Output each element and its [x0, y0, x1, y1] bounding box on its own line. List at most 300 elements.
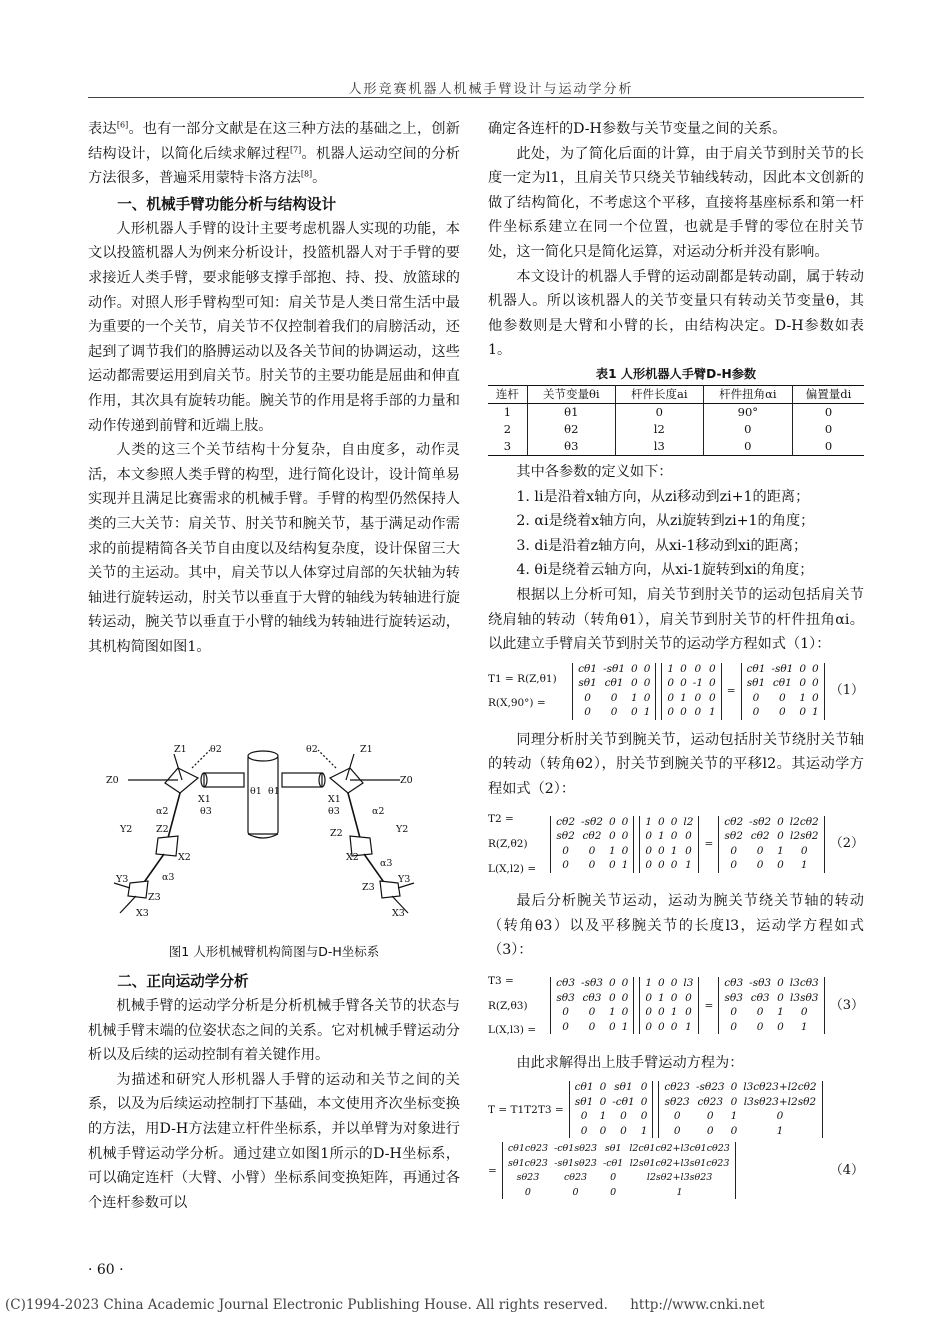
- fig-label-right-z2: Z2: [330, 828, 343, 839]
- matrix-cell: cθ23: [697, 1095, 724, 1108]
- parameter-definition-list: [488, 485, 864, 583]
- fig-label-left-x3: X3: [136, 908, 149, 919]
- matrix-cell: 1: [776, 1124, 784, 1137]
- matrix-cell: 1: [608, 844, 616, 857]
- matrix-cell: 0: [777, 977, 784, 990]
- matrix-cell: 0: [640, 1095, 648, 1108]
- equation-2-matrix-a: [550, 816, 634, 873]
- matrix-cell: 1: [709, 706, 716, 719]
- matrix-cell: l3cθ23+l2cθ2: [743, 1081, 817, 1094]
- matrix-cell: 0: [584, 691, 591, 704]
- matrix-cell: 0: [640, 1110, 648, 1123]
- equation-2-matrix-result: [718, 816, 824, 873]
- matrix-cell: cθ2: [582, 830, 602, 843]
- fig-label-left-alpha2: α2: [156, 806, 169, 817]
- matrix-cell: l3: [683, 977, 694, 990]
- matrix-cell: 0: [620, 1124, 627, 1137]
- matrix-cell: 0: [588, 1020, 596, 1033]
- matrix-cell: 0: [608, 815, 616, 828]
- left-theta2-axis: [192, 750, 210, 768]
- matrix-cell: 0: [608, 830, 616, 843]
- right-paragraph-5: 根据以上分析可知，肩关节到肘关节的运动包括肩关节绕肩轴的转动（转角θ1），肩关节到肘关节的杆件扭角αi。以此建立手臂肩关节到肘关节的运动学方程如式（1）：: [488, 586, 864, 653]
- matrix-cell: cθ2: [750, 830, 770, 843]
- matrix-cell: -sθ23: [695, 1081, 725, 1094]
- matrix-cell: l3sθ23+l2sθ2: [743, 1095, 817, 1108]
- matrix-cell: 1: [670, 844, 678, 857]
- matrix-cell: 0: [730, 1020, 738, 1033]
- matrix-cell: 0: [685, 991, 692, 1004]
- fig-label-left-z0: Z0: [106, 775, 119, 786]
- table-cell: l3: [615, 438, 703, 456]
- matrix-cell: 0: [730, 1124, 738, 1137]
- matrix-cell: cθ1: [772, 677, 792, 690]
- matrix-cell: sθ1: [614, 1081, 633, 1094]
- left-paragraph-1: 表达[6]。也有一部分文献是在这三种方法的基础之上，创新结构设计，以简化后续求解过程[7]。机器人运动空间的分析方法很多，普遍采用蒙特卡洛方法[8]。: [88, 120, 460, 187]
- matrix-cell: 0: [645, 844, 653, 857]
- fig-label-center-theta1-b: θ1: [268, 786, 280, 797]
- matrix-cell: 0: [588, 1006, 596, 1019]
- matrix-cell: 0: [631, 677, 638, 690]
- matrix-cell: 0: [777, 830, 784, 843]
- right-column: [488, 117, 864, 1199]
- equation-4-number: （4）: [829, 1162, 864, 1178]
- matrix-cell: cθ1: [746, 662, 766, 675]
- matrix-cell: 0: [610, 691, 618, 704]
- mechanism-svg: [100, 738, 440, 928]
- matrix-cell: -cθ1: [612, 1095, 635, 1108]
- matrix-cell: 0: [658, 1020, 665, 1033]
- matrix-cell: sθ1: [746, 677, 766, 690]
- matrix-cell: 0: [752, 691, 760, 704]
- matrix-cell: 0: [562, 844, 569, 857]
- matrix-cell: 1: [800, 859, 808, 872]
- right-paragraph-8: 由此求解得出上肢手臂运动方程为：: [516, 1054, 744, 1071]
- fig-label-right-alpha2: α2: [372, 806, 385, 817]
- matrix-cell: 0: [730, 1006, 738, 1019]
- equation-3-matrix-result: [718, 977, 824, 1034]
- fig-label-right-y2: Y2: [396, 824, 409, 835]
- matrix-cell: -1: [692, 677, 703, 690]
- equation-4-part-2: = cθ1cθ23 -cθ1sθ23 sθ1 l2cθ1cθ2+l3cθ1cθ23 sθ1cθ23 -sθ1sθ23 -cθ1 l2sθ1cθ2+l3sθ1cθ23 sθ23 cθ23 0 l2sθ2+l3sθ23 0 0 0 1 （4）: [488, 1143, 864, 1198]
- definition-item: 3. di是沿着z轴方向，从xi-1移动到xi的距离；: [516, 537, 808, 554]
- matrix-cell: 0: [799, 677, 807, 690]
- matrix-cell: l3sθ3: [790, 991, 819, 1004]
- matrix-cell: 0: [670, 977, 678, 990]
- matrix-cell: 0: [752, 706, 760, 719]
- fig-label-right-z1: Z1: [360, 744, 373, 755]
- matrix-cell: l2: [683, 815, 694, 828]
- table-cell: θ1: [527, 403, 615, 421]
- matrix-cell: 0: [645, 991, 653, 1004]
- definition-item: 4. θi是绕着云轴方向，从xi-1旋转到xi的角度；: [516, 562, 814, 579]
- table-header-cell: 杆件扭角αi: [703, 385, 792, 403]
- matrix-cell: 0: [643, 677, 651, 690]
- matrix-cell: 0: [706, 1124, 714, 1137]
- right-paragraph-3: 本文设计的机器人手臂的运动副都是转动副，属于转动机器人。所以该机器人的关节变量只有转动关节变量θ，其他参数则是大臂和小臂的长，由结构决定。D-H参数如表1。: [488, 268, 864, 359]
- matrix-cell: 0: [730, 859, 738, 872]
- matrix-cell: 0: [608, 859, 616, 872]
- matrix-cell: 1: [800, 1020, 808, 1033]
- table-cell: 0: [792, 438, 864, 456]
- matrix-cell: 0: [799, 706, 807, 719]
- matrix-cell: cθ1: [574, 1081, 594, 1094]
- matrix-cell: 1: [643, 706, 651, 719]
- matrix-cell: cθ3: [750, 991, 770, 1004]
- matrix-cell: 0: [645, 859, 653, 872]
- matrix-cell: sθ1: [574, 1095, 594, 1108]
- matrix-cell: l3cθ3: [789, 977, 819, 990]
- header-rule: [88, 97, 864, 98]
- fig-label-right-z0: Z0: [400, 775, 413, 786]
- matrix-cell: sθ23: [664, 1095, 690, 1108]
- table-cell: θ2: [527, 421, 615, 438]
- left-paragraph-4: 机械手臂的运动学分析是分析机械手臂各关节的状态与机械手臂末端的位姿状态之间的关系。它对机械手臂运动分析以及后续的运动控制有着关键作用。: [88, 998, 460, 1064]
- section-heading-1: 一、机械手臂功能分析与结构设计: [117, 195, 337, 213]
- equation-3-lhs: T3 = R(Z,θ3) L(X,l3) =: [488, 975, 537, 1037]
- matrix-cell: 0: [588, 859, 596, 872]
- figure-1-mechanism-diagram: [100, 738, 440, 928]
- matrix-cell: 0: [800, 844, 808, 857]
- table-cell: 90°: [703, 403, 792, 421]
- matrix-cell: 0: [524, 1186, 531, 1198]
- matrix-cell: 0: [621, 830, 629, 843]
- table-header-cell: 连杆: [495, 386, 519, 401]
- fig-label-center-theta1-a: θ1: [250, 786, 262, 797]
- matrix-cell: 0: [658, 844, 665, 857]
- matrix-cell: 0: [709, 662, 716, 675]
- matrix-cell: 0: [694, 662, 702, 675]
- matrix-cell: 0: [621, 991, 629, 1004]
- matrix-cell: l2sθ2+l3sθ23: [646, 1172, 713, 1184]
- matrix-cell: 0: [610, 1172, 617, 1184]
- matrix-cell: 0: [621, 844, 629, 857]
- matrix-cell: 0: [572, 1186, 579, 1198]
- matrix-cell: 0: [812, 677, 819, 690]
- equation-4-matrix-a: [569, 1081, 654, 1138]
- matrix-cell: 0: [670, 815, 678, 828]
- equation-2-lhs: T2 = R(Z,θ2) L(X,l2) =: [488, 813, 537, 875]
- matrix-cell: 0: [756, 859, 764, 872]
- matrix-cell: 1: [608, 1006, 616, 1019]
- definition-item: 1. li是沿着x轴方向，从zi移动到zi+1的距离；: [516, 488, 810, 505]
- matrix-cell: 0: [621, 1006, 629, 1019]
- right-shoulder-link: [282, 773, 322, 787]
- matrix-cell: cθ2: [556, 815, 576, 828]
- table-1-caption: 表1 人形机器人手臂D-H参数: [595, 366, 757, 381]
- matrix-cell: -sθ2: [581, 815, 603, 828]
- left-paragraph-3: 人类的这三个关节结构十分复杂，自由度多，动作灵活，本文参照人类手臂的构型，进行简化设计，设计简单易实现并且满足比赛需求的机械手臂。手臂的构型仍然保持人类的三大关节：肩关节、肘关节和腕关节，基于满足动作需求的前提精简各关节自由度以及结构复杂度，设计保留三大关节的主运动。其中，肩关节以人体穿过肩部的矢状轴为转轴进行旋转运动，肘关节以垂直于大臂的轴线为转轴进行旋转运动，腕关节以垂直于小臂的轴线为转轴进行旋转运动，其机构简图如图1。: [88, 442, 460, 655]
- matrix-cell: 0: [685, 830, 692, 843]
- matrix-cell: 0: [777, 1020, 784, 1033]
- matrix-cell: 0: [756, 1020, 764, 1033]
- matrix-cell: cθ3: [724, 977, 744, 990]
- fig-label-right-theta2: θ2: [306, 744, 318, 755]
- matrix-cell: 0: [667, 691, 675, 704]
- matrix-cell: -sθ3: [581, 977, 603, 990]
- fig-label-right-y3: Y3: [398, 874, 411, 885]
- matrix-cell: 0: [658, 977, 665, 990]
- matrix-cell: 0: [562, 1006, 569, 1019]
- matrix-cell: 0: [776, 1110, 784, 1123]
- matrix-cell: 0: [610, 706, 618, 719]
- left-elbow-joint: [156, 836, 178, 856]
- table-row: [488, 403, 864, 421]
- fig-label-left-alpha3: α3: [162, 872, 175, 883]
- matrix-cell: 1: [730, 1110, 738, 1123]
- equation-3: T3 = R(Z,θ3) L(X,l3) = cθ3 -sθ3 0 0 sθ3 cθ3 0 0 0 0 1 0 0 0 0 1 1 0 0 l3 0 1 0 0 0 0 1 0 0 0 0 1 = cθ3 -sθ3 0 l3cθ3 sθ3 cθ3 0 l3sθ3 0 0 1 0 0 0 0 1 （3）: [488, 969, 864, 1043]
- matrix-cell: 0: [588, 844, 596, 857]
- equation-1-matrix-result: [741, 663, 825, 720]
- left-column-lower: [88, 968, 460, 1215]
- matrix-cell: 1: [599, 1110, 607, 1123]
- table-cell: 0: [615, 403, 703, 421]
- matrix-cell: cθ23: [664, 1081, 690, 1094]
- matrix-cell: 0: [631, 662, 638, 675]
- matrix-cell: 0: [800, 1006, 808, 1019]
- matrix-cell: 0: [643, 662, 651, 675]
- matrix-cell: 0: [706, 1110, 714, 1123]
- table-cell: 0: [703, 438, 792, 456]
- equation-2-matrix-b: [639, 816, 699, 873]
- page-number: · 60 ·: [88, 1262, 124, 1278]
- matrix-cell: -sθ3: [749, 977, 772, 990]
- matrix-cell: 0: [709, 677, 716, 690]
- matrix-cell: 1: [658, 991, 665, 1004]
- matrix-cell: 0: [599, 1124, 607, 1137]
- equation-1: T1 = R(Z,θ1) R(X,90°) = cθ1 -sθ1 0 0 sθ1 cθ1 0 0 0 0 1 0 0 0 0 1 1 0 0 0 0 0 -1 0 0 1 0 0 0 0 0 1 = cθ1 -sθ1 0 0 sθ1 cθ1 0 0 0 0 1 0 0 0 0 1 （1）: [488, 662, 864, 719]
- matrix-cell: 0: [562, 1020, 569, 1033]
- matrix-cell: 0: [658, 1006, 665, 1019]
- equation-4-matrix-result: [502, 1142, 736, 1199]
- footer: [5, 1297, 783, 1313]
- matrix-cell: 0: [680, 662, 687, 675]
- matrix-cell: 0: [673, 1110, 681, 1123]
- table-row: [488, 421, 864, 438]
- matrix-cell: sθ23: [516, 1172, 540, 1184]
- matrix-cell: 0: [621, 977, 629, 990]
- matrix-cell: 0: [730, 1081, 738, 1094]
- matrix-cell: 0: [799, 662, 807, 675]
- matrix-cell: 1: [777, 1006, 784, 1019]
- matrix-cell: 1: [685, 859, 692, 872]
- equation-2-number: （2）: [829, 836, 864, 852]
- fig-label-left-z3: Z3: [148, 892, 161, 903]
- matrix-cell: 0: [608, 977, 616, 990]
- matrix-cell: 1: [640, 1124, 648, 1137]
- matrix-cell: 0: [756, 1006, 764, 1019]
- running-header: 人形竞赛机器人机械手臂设计与运动学分析: [348, 82, 634, 97]
- matrix-cell: 0: [680, 706, 687, 719]
- matrix-cell: 0: [562, 859, 569, 872]
- matrix-cell: sθ3: [724, 991, 743, 1004]
- matrix-cell: 0: [599, 1095, 607, 1108]
- matrix-cell: 0: [584, 706, 591, 719]
- matrix-cell: 0: [777, 859, 784, 872]
- right-paragraph-6: 同理分析肘关节到腕关节，运动包括肘关节绕肘关节轴的转动（转角θ2），肘关节到腕关节的平移l2。其运动学方程如式（2）：: [488, 731, 864, 797]
- matrix-cell: cθ23: [563, 1172, 588, 1184]
- right-wrist-joint: [380, 881, 400, 898]
- matrix-cell: 1: [680, 691, 687, 704]
- table-cell: θ3: [527, 438, 615, 456]
- right-paragraph-7: 最后分析腕关节运动，运动为腕关节绕关节轴的转动（转角θ3）以及平移腕关节的长度l3，运动学方程如式（3）：: [488, 893, 864, 959]
- right-paragraph-1: 确定各连杆的D-H参数与关节变量之间的关系。: [488, 121, 787, 137]
- table-cell: 0: [792, 403, 864, 421]
- equation-1-matrix-a: [572, 663, 656, 720]
- matrix-cell: 0: [643, 691, 651, 704]
- matrix-cell: l2sθ1cθ2+l3sθ1cθ23: [629, 1157, 730, 1169]
- matrix-cell: 1: [621, 1020, 629, 1033]
- equation-1-number: （1）: [829, 682, 864, 698]
- matrix-cell: 0: [694, 691, 702, 704]
- matrix-cell: 1: [799, 691, 807, 704]
- matrix-cell: cθ3: [556, 977, 576, 990]
- matrix-cell: 1: [667, 662, 675, 675]
- fig-label-left-z2: Z2: [156, 824, 169, 835]
- table-cell: 0: [703, 421, 792, 438]
- matrix-cell: -sθ1sθ23: [554, 1157, 597, 1169]
- table-header-row: [488, 385, 864, 403]
- matrix-cell: -sθ1: [771, 662, 794, 675]
- left-column: [88, 117, 460, 659]
- matrix-cell: 0: [640, 1081, 648, 1094]
- matrix-cell: 1: [676, 1186, 683, 1198]
- matrix-cell: 0: [658, 859, 665, 872]
- table-header-cell: 杆件长度ai: [615, 385, 703, 403]
- table-row: [488, 438, 864, 456]
- matrix-cell: 0: [670, 1020, 678, 1033]
- matrix-cell: 0: [599, 1081, 607, 1094]
- matrix-cell: cθ1: [604, 677, 624, 690]
- table-header-cell: 偏置量di: [792, 385, 864, 403]
- figure-1-caption: 图1 人形机械臂机构简图与D-H坐标系: [168, 944, 380, 959]
- equation-1-lhs: T1 = R(Z,θ1) R(X,90°) =: [488, 672, 557, 710]
- equation-2: T2 = R(Z,θ2) L(X,l2) = cθ2 -sθ2 0 0 sθ2 cθ2 0 0 0 0 1 0 0 0 0 1 1 0 0 l2 0 1 0 0 0 0 1 0 0 0 0 1 = cθ2 -sθ2 0 l2cθ2 sθ2 cθ2 0 l2sθ2 0 0 1 0 0 0 0 1 （2）: [488, 807, 864, 881]
- matrix-cell: 1: [685, 1020, 692, 1033]
- base-cylinder-top: [248, 751, 278, 761]
- fig-label-left-theta2: θ2: [210, 744, 222, 755]
- right-paragraph-4: 其中各参数的定义如下：: [516, 463, 673, 480]
- fig-label-right-x2: X2: [346, 852, 359, 863]
- matrix-cell: 0: [777, 991, 784, 1004]
- matrix-cell: 0: [730, 844, 738, 857]
- footer-url: http://www.cnki.net: [630, 1297, 765, 1313]
- right-theta2-axis: [318, 750, 336, 768]
- matrix-cell: 0: [645, 1006, 653, 1019]
- matrix-cell: sθ2: [556, 830, 575, 843]
- matrix-cell: 0: [645, 1020, 653, 1033]
- matrix-cell: cθ2: [724, 815, 744, 828]
- matrix-cell: 0: [580, 1110, 588, 1123]
- fig-label-right-z3: Z3: [362, 882, 375, 893]
- right-paragraph-2: 此处，为了简化后面的计算，由于肩关节到肘关节的长度一定为l1，且肩关节只绕关节轴线转动，因此本文创新的做了结构简化，不考虑这个平移，直接将基座标系和第一杆件坐标系建立在同一个位置，也就是手臂的零位在肘关节处，这一简化只是简化运算，对运动分析并没有影响。: [488, 145, 864, 260]
- matrix-cell: -cθ1: [603, 1157, 624, 1169]
- fig-label-right-theta3: θ3: [328, 806, 340, 817]
- matrix-cell: 0: [631, 706, 638, 719]
- matrix-cell: l2cθ2: [789, 815, 819, 828]
- matrix-cell: 0: [673, 1124, 681, 1137]
- table-cell: 3: [503, 438, 512, 453]
- matrix-cell: 0: [670, 991, 678, 1004]
- matrix-cell: 1: [812, 706, 819, 719]
- footer-copyright: (C)1994-2023 China Academic Journal Electronic Publishing House. All rights reserved.: [5, 1297, 608, 1313]
- matrix-cell: 0: [610, 1186, 617, 1198]
- equation-3-number: （3）: [829, 997, 864, 1013]
- matrix-cell: 0: [580, 1124, 588, 1137]
- left-upper-arm: [168, 793, 180, 838]
- matrix-cell: l2sθ2: [790, 830, 819, 843]
- matrix-cell: 0: [621, 815, 629, 828]
- fig-label-left-theta3: θ3: [200, 806, 212, 817]
- fig-label-right-x1: X1: [328, 794, 341, 805]
- matrix-cell: 0: [667, 706, 675, 719]
- table-cell: l2: [615, 421, 703, 438]
- matrix-cell: sθ1cθ23: [508, 1157, 548, 1169]
- fig-label-right-alpha3: α3: [380, 858, 393, 869]
- matrix-cell: 0: [670, 859, 678, 872]
- table-header-cell: 关节变量θi: [527, 385, 615, 403]
- matrix-cell: -sθ1: [603, 662, 626, 675]
- fig-label-left-x2: X2: [178, 852, 191, 863]
- matrix-cell: 0: [658, 815, 665, 828]
- left-shoulder-link: [204, 773, 244, 787]
- dh-parameter-table: [488, 385, 864, 456]
- matrix-cell: cθ1cθ23: [507, 1143, 549, 1155]
- matrix-cell: cθ3: [582, 991, 602, 1004]
- fig-label-left-z1: Z1: [174, 744, 187, 755]
- left-paragraph-2: 人形机器人手臂的设计主要考虑机器人实现的功能，本文以投篮机器人为例来分析设计，投篮机器人对于手臂的要求接近人类手臂，要求能够支撑手部抱、持、投、放篮球的动作。对照人形手臂构型可知：肩关节是人类日常生活中最为重要的一个关节，肩关节不仅控制着我们的肩膀活动，还起到了调节我们的胳膊运动以及各关节间的协调运动，这些运动都需要运用到肩关节。肘关节的主要功能是屈曲和伸直作用，其次具有旋转功能。腕关节的作用是将手部的力量和动作传递到前臂和近端上肢。: [88, 220, 460, 434]
- matrix-cell: 0: [779, 691, 786, 704]
- fig-label-left-y3: Y3: [116, 874, 129, 885]
- fig-label-left-x1: X1: [198, 794, 211, 805]
- matrix-cell: 0: [730, 1095, 738, 1108]
- matrix-cell: 0: [694, 706, 702, 719]
- matrix-cell: 1: [670, 1006, 678, 1019]
- matrix-cell: -cθ1sθ23: [554, 1143, 598, 1155]
- equation-4-lhs: T = T1T2T3 =: [488, 1103, 564, 1116]
- right-upper-arm: [348, 793, 360, 838]
- definition-item: 2. αi是绕着x轴方向，从zi旋转到zi+1的角度；: [516, 513, 815, 530]
- matrix-cell: 0: [777, 815, 784, 828]
- matrix-cell: 0: [620, 1110, 627, 1123]
- matrix-cell: 1: [645, 977, 653, 990]
- matrix-cell: sθ1: [578, 677, 597, 690]
- section-heading-2: 二、正向运动学分析: [117, 973, 249, 990]
- matrix-cell: -sθ2: [749, 815, 772, 828]
- table-cell: 1: [503, 404, 512, 419]
- matrix-cell: 0: [685, 844, 692, 857]
- matrix-cell: sθ3: [556, 991, 575, 1004]
- equation-4-matrix-b: [658, 1081, 822, 1138]
- matrix-cell: 0: [756, 844, 764, 857]
- equation-3-matrix-b: [639, 977, 699, 1034]
- left-x3-axis: [120, 896, 136, 913]
- matrix-cell: 1: [777, 844, 784, 857]
- matrix-cell: 0: [779, 706, 786, 719]
- left-wrist-joint: [128, 881, 148, 898]
- matrix-cell: 0: [608, 991, 616, 1004]
- fig-label-left-y2: Y2: [120, 824, 133, 835]
- matrix-cell: 0: [645, 830, 653, 843]
- matrix-cell: sθ2: [724, 830, 743, 843]
- matrix-cell: 0: [685, 1006, 692, 1019]
- matrix-cell: 1: [658, 830, 665, 843]
- left-paragraph-5: 为描述和研究人形机器人手臂的运动和关节之间的关系，以及为后续运动控制打下基础，本文使用齐次坐标变换的方法，用D-H方法建立杆件坐标系，并以单臂为对象进行机械手臂运动学分析。通过建立如图1所示的D-H坐标系，可以确定连杆（大臂、小臂）坐标系间变换矩阵，再通过各个连杆参数可以: [88, 1071, 460, 1211]
- matrix-cell: 0: [667, 677, 675, 690]
- equation-4-part-1: [488, 1081, 864, 1138]
- matrix-cell: 1: [631, 691, 638, 704]
- matrix-cell: l2cθ1cθ2+l3cθ1cθ23: [629, 1143, 730, 1155]
- matrix-cell: cθ1: [578, 662, 598, 675]
